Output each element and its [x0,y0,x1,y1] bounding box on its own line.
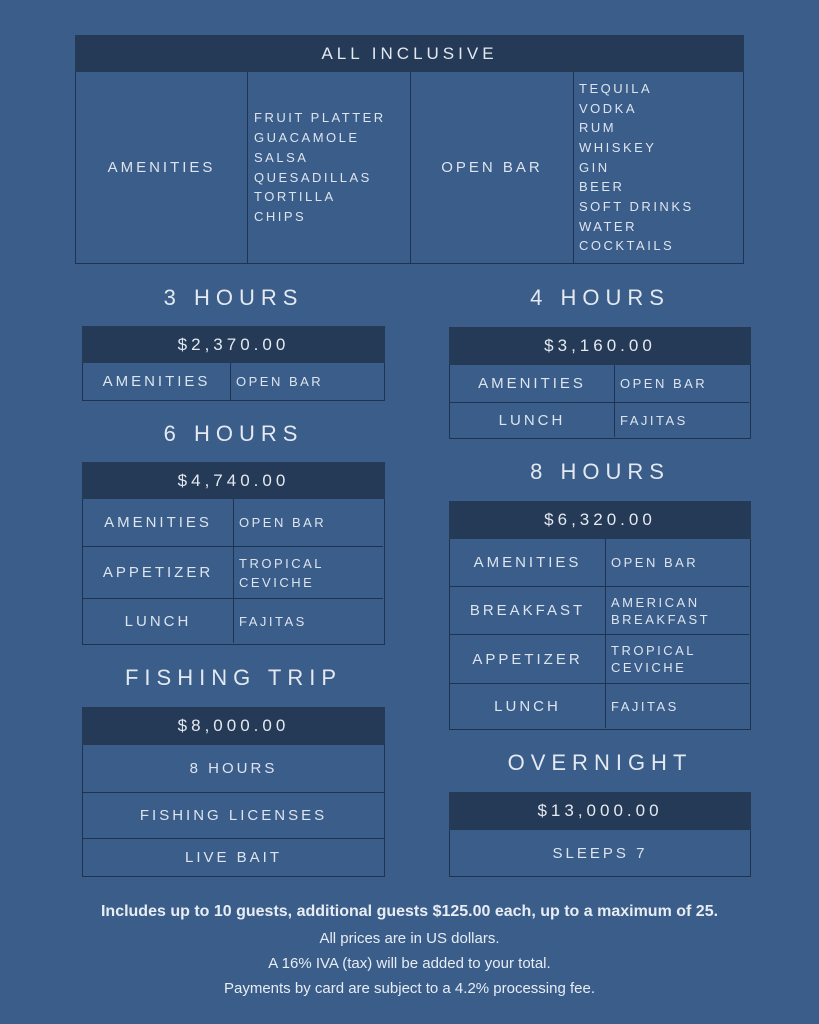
table-row-label [450,402,614,437]
table-row-label [450,683,605,728]
row-value: FISHING LICENSES [139,807,328,824]
row-label: AMENITIES [104,514,212,531]
price-3-hours-value: $2,370.00 [177,334,290,354]
open-bar-item: SOFT DRINKS [579,199,694,215]
table-overnight [449,830,751,877]
table-row-value [233,499,383,546]
open-bar-item: TEQUILA [579,80,653,96]
all-inclusive-header [75,35,744,72]
table-3-hours [82,363,385,401]
table-row-label [450,634,605,683]
open-bar-list [573,72,742,263]
price-overnight-value: $13,000.00 [537,801,663,820]
price-overnight [449,792,751,830]
table-row-label [450,586,605,634]
row-value: SLEEPS 7 [552,844,648,862]
price-fishing-trip-value: $8,000.00 [177,716,290,735]
price-6-hours-value: $4,740.00 [177,470,290,490]
row-value: FAJITAS [239,613,307,629]
package-title-6-hours: 6 HOURS [163,421,304,446]
package-title-3-hours: 3 HOURS [163,285,304,310]
table-row-label [83,546,233,598]
price-4-hours [449,327,751,365]
row-value: OPEN BAR [239,515,327,530]
open-bar-item: WHISKEY [579,139,657,155]
footer-currency-note: All prices are in US dollars. [319,930,500,947]
row-value: 8 HOURS [189,760,278,777]
footer-tax-note: A 16% IVA (tax) will be added to your total. [268,955,551,972]
price-4-hours-value: $3,160.00 [544,336,656,355]
table-row-value [605,586,749,634]
amenities-label: AMENITIES [107,159,216,176]
row-label: LUNCH [498,411,566,429]
open-bar-item: BEER [579,179,625,195]
row-value: LIVE BAIT [184,848,283,866]
amenities-item: QUESADILLAS [254,169,372,185]
open-bar-label: OPEN BAR [441,159,543,176]
footer-guests-note: Includes up to 10 guests, additional guests $125.00 each, up to a maximum of 25. [100,903,719,920]
row-value: FAJITAS [611,698,679,714]
open-bar-item: GIN [579,159,610,175]
amenities-item: CHIPS [254,208,307,224]
row-label: LUNCH [494,697,561,715]
row-label: APPETIZER [102,564,214,581]
package-title-4-hours: 4 HOURS [530,285,670,310]
table-6-hours [82,499,385,645]
table-3-hours-row-label [83,363,230,400]
table-row-label [83,598,233,643]
package-title-8-hours: 8 HOURS [530,459,670,484]
row-value: AMERICAN BREAKFAST [611,594,711,627]
list-item [83,745,384,792]
table-row-value [614,402,749,437]
row-label: LUNCH [124,612,192,630]
open-bar-item: COCKTAILS [579,238,675,254]
row-label: AMENITIES [473,554,582,571]
table-row-label [450,539,605,586]
row-value: OPEN BAR [620,376,708,391]
row-value: OPEN BAR [236,374,324,389]
price-3-hours [82,326,385,363]
amenities-item: FRUIT PLATTER [254,110,386,126]
row-value: OPEN BAR [611,555,699,570]
price-8-hours-value: $6,320.00 [544,510,656,529]
open-bar-label-cell [410,72,573,263]
amenities-item: SALSA [254,149,309,165]
amenities-item: TORTILLA [254,189,336,205]
table-fishing-trip [82,745,385,877]
table-3-hours-row-value [230,363,383,400]
row-value: FAJITAS [620,412,688,428]
amenities-list [247,72,410,263]
footer-card-fee-note: Payments by card are subject to a 4.2% processing fee. [223,980,596,997]
amenities-label-cell [76,72,247,263]
package-title-fishing-trip: FISHING TRIP [124,665,343,690]
open-bar-item: RUM [579,120,617,136]
table-row-value [605,683,749,728]
row-label: AMENITIES [478,375,586,392]
table-row-value [605,634,749,683]
table-row-label [450,365,614,402]
amenities-item: GUACAMOLE [254,130,360,146]
table-row-label [83,499,233,546]
open-bar-item: WATER [579,218,637,234]
list-item [450,830,750,876]
all-inclusive-table [75,72,744,264]
row-label: BREAKFAST [469,602,586,619]
row-label: APPETIZER [472,650,583,668]
table-row-value [605,539,749,586]
price-8-hours [449,501,751,539]
row-value: TROPICAL CEVICHE [611,643,696,675]
package-title-overnight: OVERNIGHT [507,750,693,775]
all-inclusive-title: ALL INCLUSIVE [321,43,498,63]
table-row-value [614,365,749,402]
table-8-hours [449,539,751,730]
price-fishing-trip [82,707,385,745]
row-value: TROPICAL CEVICHE [239,555,324,590]
table-row-value [233,546,383,598]
list-item [83,792,384,838]
open-bar-item: VODKA [579,100,638,116]
table-4-hours [449,365,751,439]
table-row-value [233,598,383,643]
list-item [83,838,384,875]
price-6-hours [82,462,385,499]
row-label: AMENITIES [102,373,211,390]
